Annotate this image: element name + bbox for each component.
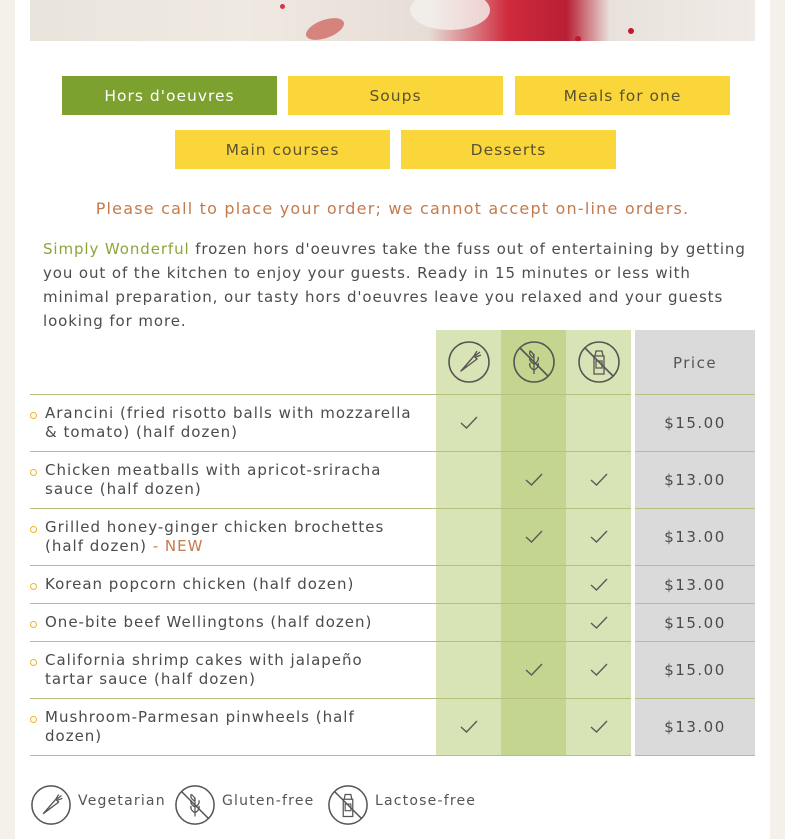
check-icon xyxy=(589,662,609,678)
header-gluten-free xyxy=(501,330,566,395)
item-cell xyxy=(30,642,436,699)
price-cell: $13.00 xyxy=(635,509,755,566)
price-header: Price xyxy=(672,353,718,372)
lactose-free-cell xyxy=(566,604,631,642)
price-cell: $13.00 xyxy=(635,699,755,756)
page xyxy=(15,0,770,839)
legend-label: Lactose-free xyxy=(375,793,477,809)
table-row xyxy=(30,566,755,604)
tab-main-courses[interactable]: Main courses xyxy=(175,130,390,169)
item-cell xyxy=(30,566,436,604)
tab-hors-doeuvres[interactable]: Hors d'oeuvres xyxy=(62,76,277,115)
check-icon xyxy=(459,719,479,735)
table-row xyxy=(30,699,755,756)
bullet-icon xyxy=(30,412,37,419)
price-cell: $15.00 xyxy=(635,604,755,642)
vegetarian-cell xyxy=(436,566,501,604)
check-icon xyxy=(589,577,609,593)
lactose-free-icon xyxy=(577,340,621,384)
hero-image xyxy=(30,0,755,41)
item-cell xyxy=(30,452,436,509)
header-lactose-free xyxy=(566,330,631,395)
price-cell: $13.00 xyxy=(635,452,755,509)
lactose-free-cell xyxy=(566,509,631,566)
check-icon xyxy=(524,662,544,678)
gluten-free-icon xyxy=(512,340,556,384)
gluten-free-cell xyxy=(501,395,566,452)
bullet-icon xyxy=(30,469,37,476)
vegetarian-cell xyxy=(436,642,501,699)
legend-label: Vegetarian xyxy=(78,793,166,809)
lactose-free-cell xyxy=(566,566,631,604)
order-notice: Please call to place your order; we cannot accept on-line orders. xyxy=(95,199,690,218)
item-name: California shrimp cakes with jalapeño tartar sauce (half dozen) xyxy=(45,651,363,688)
gluten-free-cell xyxy=(501,452,566,509)
lactose-free-cell xyxy=(566,642,631,699)
vegetarian-icon xyxy=(30,784,72,826)
intro-text: frozen hors d'oeuvres take the fuss out of entertaining by getting you out of the kitchen to enjoy your guests. Ready in 15 minutes or less with minimal preparation, our tasty hors d'oeuvres leave you relaxed and your guests looking for more. xyxy=(43,240,746,330)
check-icon xyxy=(589,719,609,735)
price-cell: $13.00 xyxy=(635,566,755,604)
lactose-free-icon xyxy=(327,784,369,826)
price-cell: $15.00 xyxy=(635,642,755,699)
table-row xyxy=(30,509,755,566)
table-row xyxy=(30,395,755,452)
bullet-icon xyxy=(30,621,37,628)
new-separator: - xyxy=(152,537,160,555)
bullet-icon xyxy=(30,659,37,666)
item-cell xyxy=(30,699,436,756)
gluten-free-icon xyxy=(174,784,216,826)
header-price xyxy=(635,330,755,395)
table-row xyxy=(30,452,755,509)
item-cell xyxy=(30,509,436,566)
legend-vegetarian xyxy=(30,784,166,826)
check-icon xyxy=(589,615,609,631)
item-name: Grilled honey-ginger chicken brochettes (half dozen) xyxy=(45,518,385,555)
legend-label: Gluten-free xyxy=(222,793,315,809)
check-icon xyxy=(589,472,609,488)
gluten-free-cell xyxy=(501,642,566,699)
tab-meals-for-one[interactable]: Meals for one xyxy=(515,76,730,115)
table-row xyxy=(30,642,755,699)
vegetarian-cell xyxy=(436,604,501,642)
gluten-free-cell xyxy=(501,566,566,604)
bullet-icon xyxy=(30,716,37,723)
brand-name: Simply Wonderful xyxy=(43,240,190,258)
bullet-icon xyxy=(30,526,37,533)
check-icon xyxy=(524,472,544,488)
legend-gluten-free xyxy=(174,784,314,826)
check-icon xyxy=(589,529,609,545)
vegetarian-cell xyxy=(436,699,501,756)
tab-soups[interactable]: Soups xyxy=(288,76,503,115)
bullet-icon xyxy=(30,583,37,590)
item-name: Arancini (fried risotto balls with mozzarella & tomato) (half dozen) xyxy=(45,404,412,441)
check-icon xyxy=(459,415,479,431)
dietary-legend xyxy=(30,784,755,826)
table-row xyxy=(30,604,755,642)
header-blank xyxy=(30,330,436,395)
item-cell xyxy=(30,604,436,642)
item-name: One-bite beef Wellingtons (half dozen) xyxy=(45,613,373,631)
gluten-free-cell xyxy=(501,699,566,756)
menu-table xyxy=(30,330,755,756)
item-name: Korean popcorn chicken (half dozen) xyxy=(45,575,355,593)
lactose-free-cell xyxy=(566,395,631,452)
gluten-free-cell xyxy=(501,604,566,642)
lactose-free-cell xyxy=(566,452,631,509)
header-vegetarian xyxy=(436,330,501,395)
gluten-free-cell xyxy=(501,509,566,566)
vegetarian-cell xyxy=(436,509,501,566)
tab-desserts[interactable]: Desserts xyxy=(401,130,616,169)
vegetarian-icon xyxy=(447,340,491,384)
new-badge: NEW xyxy=(164,537,204,555)
item-cell xyxy=(30,395,436,452)
legend-lactose-free xyxy=(327,784,476,826)
lactose-free-cell xyxy=(566,699,631,756)
item-name: Chicken meatballs with apricot-sriracha sauce (half dozen) xyxy=(45,461,382,498)
check-icon xyxy=(524,529,544,545)
table-header xyxy=(30,330,755,395)
vegetarian-cell xyxy=(436,452,501,509)
item-name: Mushroom-Parmesan pinwheels (half dozen) xyxy=(45,708,355,745)
menu-rows xyxy=(30,395,755,756)
price-cell: $15.00 xyxy=(635,395,755,452)
intro-paragraph xyxy=(43,237,753,333)
vegetarian-cell xyxy=(436,395,501,452)
